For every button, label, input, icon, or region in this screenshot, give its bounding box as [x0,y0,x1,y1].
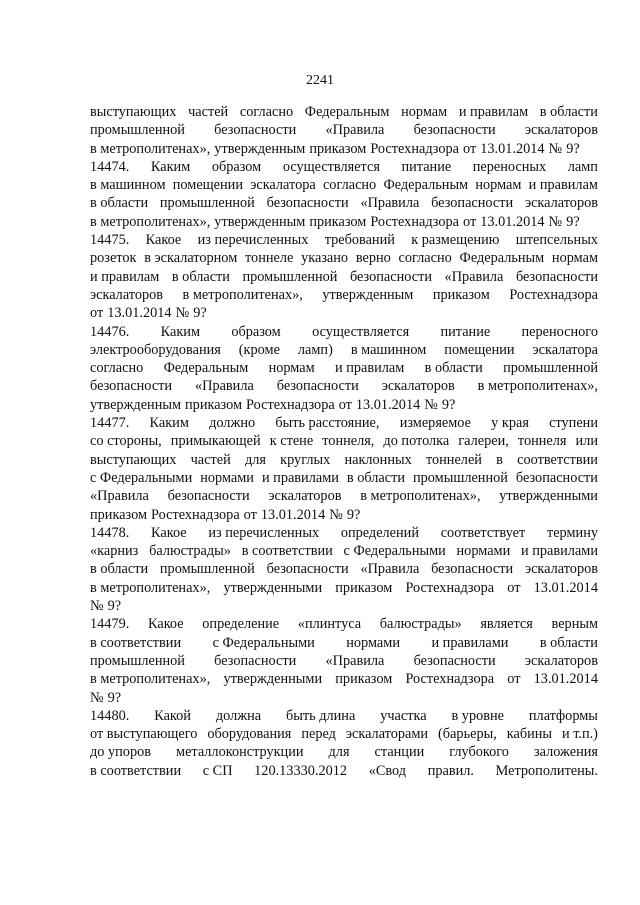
word: эскалаторов [524,652,598,669]
text-line [90,487,598,505]
text-line [90,579,598,597]
word: в области [424,360,483,377]
word: в метрополитенах», [90,213,211,230]
word: является [480,616,533,633]
word: балюстрады» [149,543,231,560]
word: 14478. [90,524,130,541]
word: частей [188,104,229,120]
word: «Правила [194,378,254,395]
word: «Правила [360,195,420,212]
text-line [90,304,598,322]
word: 13.01.2014 [533,579,598,596]
text-line [90,634,598,652]
page-number: 2241 [306,73,334,88]
word: галереи, [458,433,509,450]
word: тоннеле [244,250,294,267]
word: помещении [172,177,243,194]
word: и правилами [261,469,339,486]
text-line [90,670,598,688]
word: безопасности [214,652,297,669]
word: приказом [185,396,243,413]
word: Ростехнадзора [370,140,459,157]
word: приказом [309,140,367,157]
text-line [90,396,598,414]
word: определений [340,524,419,541]
word: Какое [145,232,182,249]
word: 9? [566,213,580,230]
word: (кроме [238,341,280,358]
word: от [507,579,521,596]
word: электрооборудования [90,341,221,358]
word: в области [90,195,149,212]
word: Ростехнадзора [246,396,335,413]
word: переносных [472,158,547,175]
text-line [90,140,598,158]
word: безопасности [214,122,297,139]
text-line [90,231,598,249]
word: в машинном [90,177,166,194]
word: к размещению [411,232,500,249]
word: от [90,305,104,322]
word: Каким [150,158,191,175]
word: № [548,213,563,230]
word: оборудования [207,726,292,743]
word: безопасности [431,195,514,212]
word: приказом [432,286,490,303]
word: нормам [268,360,315,377]
word: питание [440,323,491,340]
word: 13.01.2014 [480,140,545,157]
word: в [496,451,503,468]
word: Ростехнадзора [405,579,495,596]
word: эскалаторами [345,726,429,743]
word: тоннелей [425,451,482,468]
text-line [90,707,598,725]
word: эскалатора [250,177,316,194]
word: соответствует [440,524,526,541]
word: эскалатора [532,341,598,358]
word: Какой [154,707,191,724]
word: металлоконструкции [176,744,304,761]
word: промышленной [503,360,598,377]
word: наклонных [344,451,412,468]
word: из перечисленных [208,524,320,541]
word: Федеральным [383,177,469,194]
word: определение [202,616,280,633]
text-line [90,451,598,469]
word: Ростехнадзора [405,671,495,688]
word: в соответствии [241,543,333,560]
word: утвержденными [223,579,323,596]
word: 120.13330.2012 [254,762,348,779]
text-line [90,432,598,450]
text-line [90,506,598,524]
word: утвержденным [214,140,306,157]
word: кабины [506,726,553,743]
word: Ростехнадзора [509,286,598,303]
text-line [90,121,598,139]
word: эскалаторов [524,122,598,139]
word: утвержденным [322,286,414,303]
word: безопасности [266,561,349,578]
word: правил. [427,762,474,779]
word: нормами [200,469,254,486]
word: «карниз [90,543,139,560]
word: 13.01.2014 [355,396,421,413]
word: № [175,305,190,322]
word: термину [546,524,598,541]
word: безопасности [413,652,496,669]
word: эскалаторов [524,195,598,212]
word: с Федеральными [212,634,315,651]
word: и т.п.) [561,726,598,743]
text-line [90,597,598,615]
word: 14475. [90,232,130,249]
word: соответствии [517,451,598,468]
word: участка [380,707,427,724]
word: безопасности [276,378,359,395]
word: штепсельных [515,232,598,249]
word: 13.01.2014 [260,506,326,523]
text-line [90,377,598,395]
word: «Правила [325,122,385,139]
word: в машинном [350,341,427,358]
text-line [90,323,598,341]
word: от [462,140,477,157]
word: должна [215,707,262,724]
word: промышленной [412,469,508,486]
word: № [90,689,104,706]
word: и правилам [90,268,160,285]
text-line [90,286,598,304]
text-line [90,414,598,432]
text-line [90,689,598,707]
word: выступающих [90,104,177,120]
word: 13.01.2014 [107,305,172,322]
word: с СП [202,762,233,779]
word: ламп [567,158,598,175]
word: промышленной [90,652,185,669]
text-line [90,524,598,542]
word: до потолка [383,433,450,450]
word: 14480. [90,707,130,724]
word: «Свод [368,762,407,779]
text-line [90,341,598,359]
word: 9? [346,506,361,523]
text-line [90,542,598,560]
word: безопасности [413,122,496,139]
word: Метрополитены. [495,762,598,779]
word: в соответствии [90,634,182,651]
word: 14477. [90,415,130,432]
word: станции [374,744,425,761]
body-text [90,103,598,780]
text-line [90,176,598,194]
word: 13.01.2014 [533,671,598,688]
text-line [90,743,598,761]
word: утвержденными [223,671,323,688]
word: приказом [309,213,367,230]
word: Федеральным [459,250,545,267]
text-line [90,249,598,267]
word: от [338,396,352,413]
word: к стене [269,433,314,450]
word: примыкающей [170,433,261,450]
word: «Правила [90,488,149,505]
word: в области [171,268,230,285]
word: ламп) [297,341,333,358]
word: № [424,396,438,413]
word: утвержденным [90,396,182,413]
word: нормам [401,104,448,120]
word: утвержденным [214,213,306,230]
text-line [90,560,598,578]
word: приказом [335,671,393,688]
word: быть длина [286,707,356,724]
word: и правилам [334,360,405,377]
word: 9? [193,305,207,322]
word: Каким [149,415,189,432]
word: платформы [528,707,598,724]
word: осуществляется [282,158,380,175]
word: балюстрады» [379,616,462,633]
word: образом [211,158,262,175]
word: в соответствии [90,762,182,779]
word: и правилами [521,543,598,560]
word: со стороны, [90,433,162,450]
word: верным [551,616,598,633]
word: и правилам [458,104,529,120]
word: и правилами [431,634,509,651]
word: у края [491,415,529,432]
word: от [507,671,521,688]
word: эскалаторов [381,378,455,395]
word: заложения [533,744,598,761]
text-line [90,615,598,633]
word: промышленной [159,561,255,578]
word: согласно [90,360,144,377]
word: безопасности [167,488,250,505]
text-line [90,359,598,377]
word: эскалаторов [90,286,164,303]
word: 13.01.2014 [480,213,545,230]
word: для [328,744,350,761]
word: Какое [151,524,187,541]
word: тоннеля [517,433,567,450]
word: круглых [280,451,331,468]
word: № [329,506,343,523]
word: № [90,598,104,615]
word: в метрополитенах», [90,140,211,157]
word: должно [209,415,256,432]
word: приказом [90,506,148,523]
word: безопасности [431,561,514,578]
word: согласно [322,177,377,194]
word: из перечисленных [197,232,309,249]
word: осуществляется [312,323,410,340]
word: утвержденными [499,488,598,505]
word: и правилам [528,177,598,194]
word: в области [539,104,598,120]
word: питание [401,158,452,175]
text-line [90,158,598,176]
word: «Правила [360,561,420,578]
word: Какое [148,616,184,633]
text-line [90,103,598,121]
text-line [90,762,598,780]
word: Федеральным [163,360,249,377]
word: 14476. [90,323,130,340]
word: Ростехнадзора [370,213,459,230]
word: Ростехнадзора [151,506,240,523]
word: или [575,433,598,450]
word: нормами [456,543,511,560]
word: согласно [398,250,452,267]
word: № [548,140,563,157]
text-line [90,725,598,743]
word: от [462,213,477,230]
text-line [90,268,598,286]
word: в метрополитенах», [477,378,598,395]
word: в эскалаторном [144,250,238,267]
word: частей [190,451,231,468]
word: нормам [551,250,598,267]
word: быть расстояние, [275,415,380,432]
word: ступени [549,415,598,432]
text-line [90,213,598,231]
word: выступающих [90,451,177,468]
word: розеток [90,250,137,267]
word: от [243,506,257,523]
text-line [90,652,598,670]
word: образом [231,323,281,340]
word: нормам [475,177,522,194]
word: безопасности [349,268,433,285]
word: до упоров [90,744,151,761]
word: с Федеральными [343,543,446,560]
word: (барьеры, [438,726,497,743]
word: переносного [521,323,598,340]
word: нормами [346,634,400,651]
text-line [90,194,598,212]
word: эскалаторов [524,561,598,578]
word: Федеральным [304,104,390,120]
word: указано [301,250,349,267]
word: измеряемое [399,415,471,432]
word: безопасности [515,268,598,285]
word: от выступающего [90,726,198,743]
word: «Правила [325,652,385,669]
word: в области [539,634,598,651]
word: 9? [107,598,122,615]
word: безопасности [515,469,598,486]
word: безопасности [90,378,173,395]
word: промышленной [90,122,185,139]
word: приказом [335,579,393,596]
word: эскалаторов [268,488,342,505]
word: в метрополитенах», [360,488,481,505]
text-line [90,469,598,487]
word: верно [355,250,391,267]
word: 9? [566,140,580,157]
word: в метрополитенах», [90,671,211,688]
word: Каким [160,323,200,340]
word: 9? [441,396,456,413]
word: 9? [107,689,122,706]
word: в области [346,469,405,486]
word: помещении [444,341,515,358]
word: перед [301,726,336,743]
word: в области [90,561,149,578]
word: в метрополитенах», [90,579,211,596]
word: тоннеля, [322,433,375,450]
word: требований [324,232,395,249]
word: согласно [239,104,294,120]
word: для [244,451,266,468]
word: «плинтуса [297,616,362,633]
word: безопасности [266,195,349,212]
word: промышленной [242,268,338,285]
word: 14479. [90,616,130,633]
word: промышленной [159,195,255,212]
word: в метрополитенах», [182,286,303,303]
word: в уровне [451,707,504,724]
word: глубокого [449,744,509,761]
word: 14474. [90,158,130,175]
word: «Правила [444,268,504,285]
word: с Федеральными [90,469,193,486]
